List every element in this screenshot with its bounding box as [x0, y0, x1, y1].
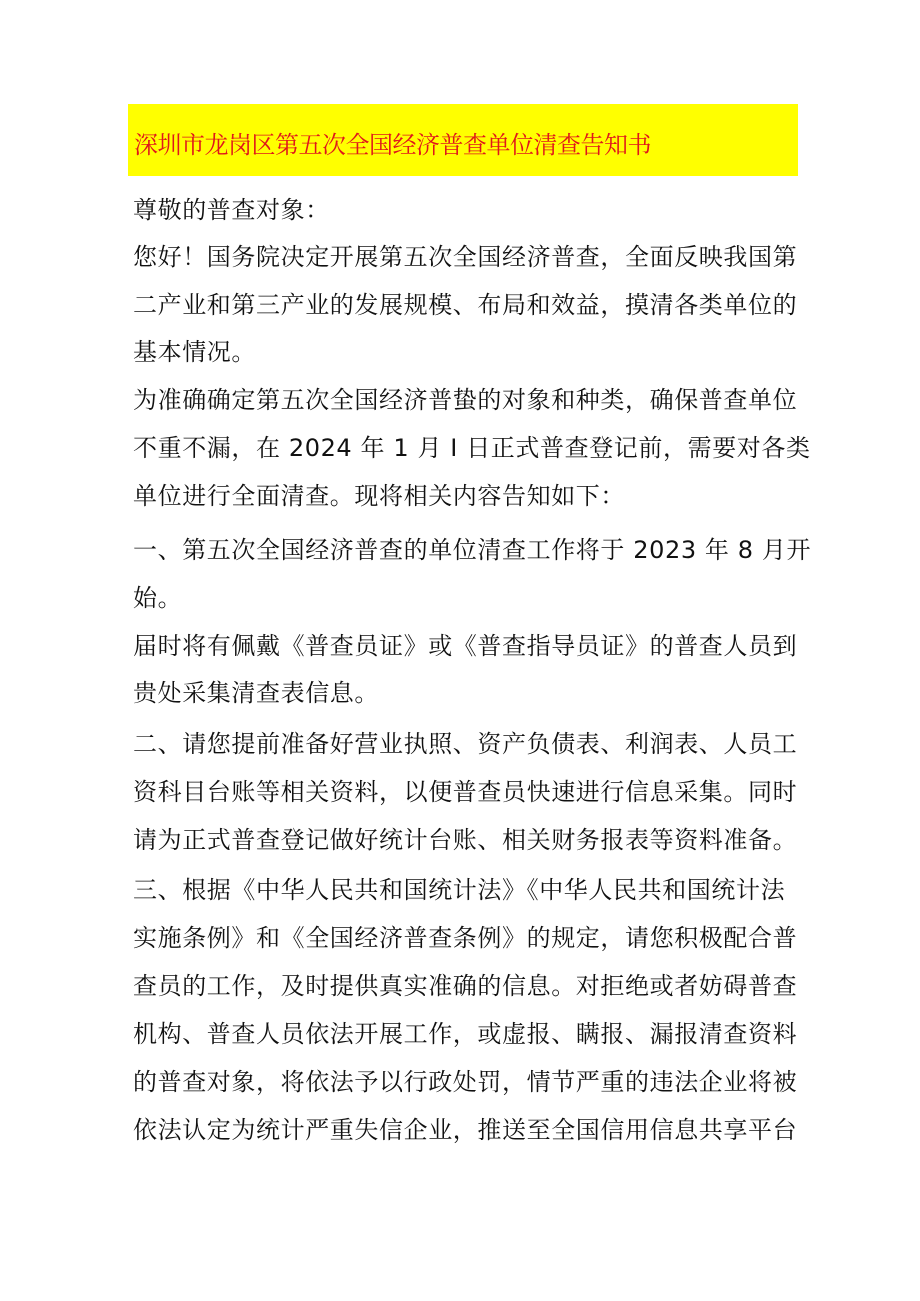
- section-two-line: 资科目台账等相关资料，以便普查员快速进行信息采集。同时: [133, 778, 798, 806]
- section-three-line: 三、根据《中华人民共和国统计法》《中华人民共和国统计法: [133, 876, 786, 904]
- document-title: 深圳市龙岗区第五次全国经济普查单位清查告知书: [134, 131, 651, 159]
- section-two-line: 二、请您提前准备好营业执照、资产负债表、利润表、人员工: [133, 730, 798, 758]
- section-three-line: 的普查对象，将依法予以行政处罚，情节严重的违法企业将被: [133, 1068, 798, 1096]
- salutation-line: 尊敬的普查对象：: [133, 196, 330, 224]
- section-three-line: 查员的工作，及时提供真实准确的信息。对拒绝或者妨碍普查: [133, 972, 798, 1000]
- paragraph-line: 二产业和第三产业的发展规模、布局和效益，摸清各类单位的: [133, 291, 798, 319]
- paragraph-line: 贵处采集清查表信息。: [133, 679, 379, 707]
- paragraph-line: 基本情况。: [133, 338, 256, 366]
- title-highlight: [128, 104, 798, 176]
- section-three-line: 依法认定为统计严重失信企业，推送至全国信用信息共享平台: [133, 1116, 798, 1144]
- paragraph-line: 不重不漏，在 2024 年 1 月 I 日正式普查登记前，需要对各类: [133, 434, 811, 462]
- section-three-line: 实施条例》和《全国经济普查条例》的规定，请您积极配合普: [133, 924, 798, 952]
- section-one-line: 始。: [133, 584, 183, 612]
- section-three-line: 机构、普查人员依法开展工作，或虚报、瞒报、漏报清查资料: [133, 1020, 798, 1048]
- section-one-line: 一、第五次全国经济普查的单位清查工作将于 2023 年 8 月开: [133, 536, 812, 564]
- section-two-line: 请为正式普查登记做好统计台账、相关财务报表等资料准备。: [133, 826, 798, 854]
- paragraph-line: 您好！国务院决定开展第五次全国经济普查，全面反映我国第: [133, 243, 798, 271]
- paragraph-line: 届时将有佩戴《普查员证》或《普查指导员证》的普查人员到: [133, 632, 798, 660]
- paragraph-line: 为准确确定第五次全国经济普蛰的对象和种类，确保普查单位: [133, 386, 798, 414]
- paragraph-line: 单位进行全面清查。现将相关内容告知如下：: [133, 482, 625, 510]
